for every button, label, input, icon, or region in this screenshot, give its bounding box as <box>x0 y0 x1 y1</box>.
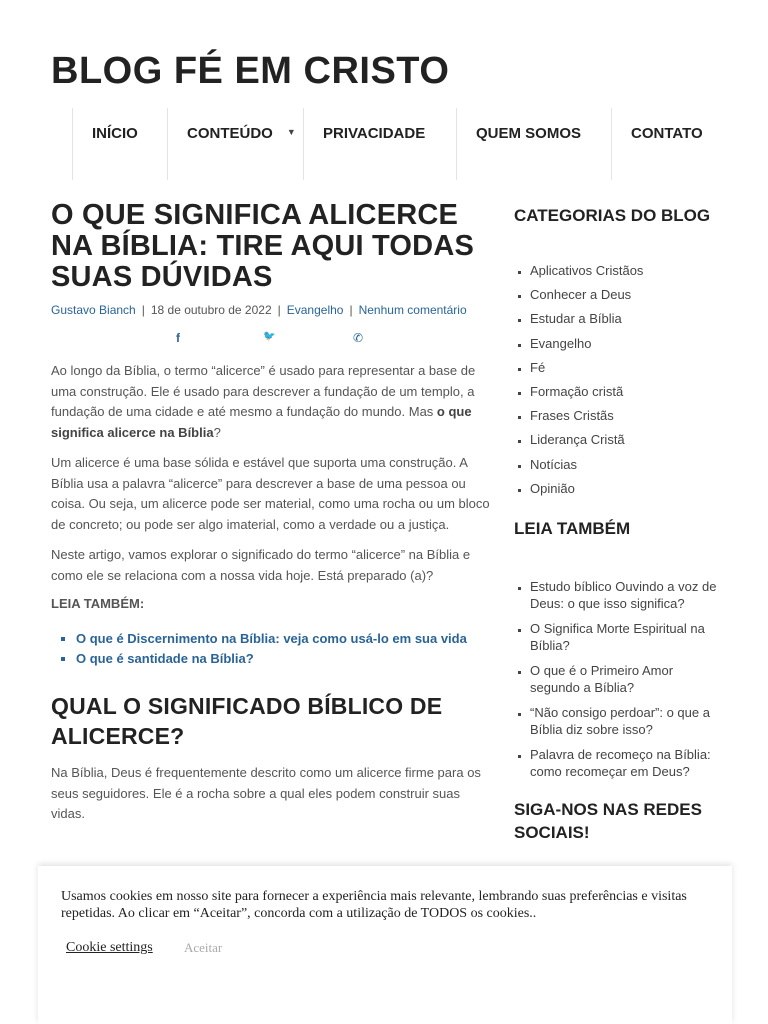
nav-item-label: CONTEÚDO <box>187 125 273 142</box>
author-link[interactable]: Gustavo Bianch <box>51 303 136 317</box>
paragraph: Na Bíblia, Deus é frequentemente descrito como um alicerce firme para os seus seguidores. Ele é a rocha sobre a qual eles podem construir suas vidas. <box>51 765 481 821</box>
nav-item-contato[interactable] <box>611 108 728 180</box>
nav-item-label: PRIVACIDADE <box>323 125 426 142</box>
paragraph-bold: o que significa alicerce na Bíblia <box>51 404 472 440</box>
category-link[interactable]: ▪ Liderança Cristã <box>530 431 724 448</box>
post-date: 18 de outubro de 2022 <box>150 303 272 317</box>
category-link[interactable]: ▪ Opinião <box>530 480 724 497</box>
recent-post-link[interactable]: ▪ O que é o Primeiro Amor segundo a Bíblia? <box>530 662 724 696</box>
nav-item-conteudo[interactable] <box>167 108 303 180</box>
related-links <box>51 629 491 669</box>
nav-item-label: CONTATO <box>631 125 703 142</box>
meta-separator: | <box>141 303 145 317</box>
article <box>51 200 491 825</box>
category-link[interactable]: ▪ Notícias <box>530 456 724 473</box>
category-link[interactable]: ▪ Estudar a Bíblia <box>530 310 724 327</box>
facebook-icon[interactable]: f <box>176 331 180 345</box>
paragraph-text: ? <box>213 424 221 440</box>
chevron-down-icon: ▼ <box>286 127 296 137</box>
category-link[interactable]: ▪ Fé <box>530 359 724 376</box>
category-link[interactable]: ▪ Frases Cristãs <box>530 407 724 424</box>
post-meta <box>51 303 491 317</box>
nav-item-label: QUEM SOMOS <box>476 125 582 142</box>
accept-button[interactable]: Aceitar <box>184 940 223 955</box>
comments-link[interactable]: Nenhum comentário <box>358 303 467 317</box>
paragraph: Neste artigo, vamos explorar o significado do termo “alicerce” na Bíblia e como ele se relaciona com a nossa vida hoje. Está preparado (a)? <box>51 547 471 583</box>
cookie-text: Usamos cookies em nosso site para fornecer a experiência mais relevante, lembrando suas preferências e visitas repetidas. Ao clicar em “Aceitar”, concorda com a utilização de TODOS os cookies.. <box>61 889 687 921</box>
whatsapp-icon[interactable]: ✆ <box>353 331 364 345</box>
share-buttons <box>51 327 491 355</box>
sidebar <box>514 204 724 844</box>
recent-post-link[interactable]: ▪ O Significa Morte Espiritual na Bíblia? <box>530 620 724 654</box>
nav-item-label: INÍCIO <box>92 125 138 142</box>
recent-post-link[interactable]: ▪ Palavra de recomeço na Bíblia: como recomeçar em Deus? <box>530 746 724 780</box>
leia-tambem-label: LEIA TAMBÉM: <box>51 596 145 611</box>
category-link[interactable]: ▪ Formação cristã <box>530 383 724 400</box>
nav-item-inicio[interactable] <box>72 108 167 180</box>
recent-post-link[interactable]: ▪ Estudo bíblico Ouvindo a voz de Deus: o que isso significa? <box>530 578 724 612</box>
twitter-icon[interactable]: 🐦 <box>263 331 276 342</box>
paragraph <box>51 361 491 443</box>
categories-list <box>514 262 724 497</box>
nav-item-privacidade[interactable] <box>303 108 456 180</box>
paragraph-text: Ao longo da Bíblia, o termo “alicerce” é usado para representar a base de uma construção. Ele é usado para descrever a fundação de um templo, a fundação de uma cidade e até mesmo a fundação do mundo. Mas <box>51 363 476 419</box>
recent-post-link[interactable]: ▪ “Não consigo perdoar”: o que a Bíblia diz sobre isso? <box>530 704 724 738</box>
meta-separator: | <box>349 303 353 317</box>
categories-title: CATEGORIAS DO BLOG <box>514 206 711 225</box>
recent-posts-title: LEIA TAMBÉM <box>514 518 631 538</box>
site-title[interactable]: BLOG FÉ EM CRISTO <box>51 50 450 92</box>
cookie-settings-button[interactable]: Cookie settings <box>66 940 153 955</box>
category-link[interactable]: ▪ Aplicativos Cristãos <box>530 262 724 279</box>
category-link[interactable]: ▪ Evangelho <box>530 335 724 352</box>
nav-item-quem-somos[interactable] <box>456 108 611 180</box>
cookie-banner <box>38 866 732 1024</box>
category-link[interactable]: Evangelho <box>286 303 344 317</box>
recent-posts-list <box>514 578 724 780</box>
social-title: SIGA-NOS NAS REDES SOCIAIS! <box>514 799 702 842</box>
category-link[interactable]: ▪ Conhecer a Deus <box>530 286 724 303</box>
meta-separator: | <box>277 303 281 317</box>
post-title: O QUE SIGNIFICA ALICERCE NA BÍBLIA: TIRE AQUI TODAS SUAS DÚVIDAS <box>51 199 475 293</box>
main-nav <box>72 108 728 180</box>
related-link[interactable]: ▪ O que é Discernimento na Bíblia: veja como usá-lo em sua vida <box>76 629 491 649</box>
paragraph: Um alicerce é uma base sólida e estável que suporta uma construção. A Bíblia usa a palavra “alicerce” para descrever a base de uma pessoa ou coisa. Ou seja, um alicerce pode ser material, como uma rocha ou um bloco de concreto; ou pode ser algo imaterial, como a verdade ou a justiça. <box>51 455 490 532</box>
section-heading: QUAL O SIGNIFICADO BÍBLICO DE ALICERCE? <box>51 693 443 749</box>
related-link[interactable]: ▪ O que é santidade na Bíblia? <box>76 649 491 669</box>
